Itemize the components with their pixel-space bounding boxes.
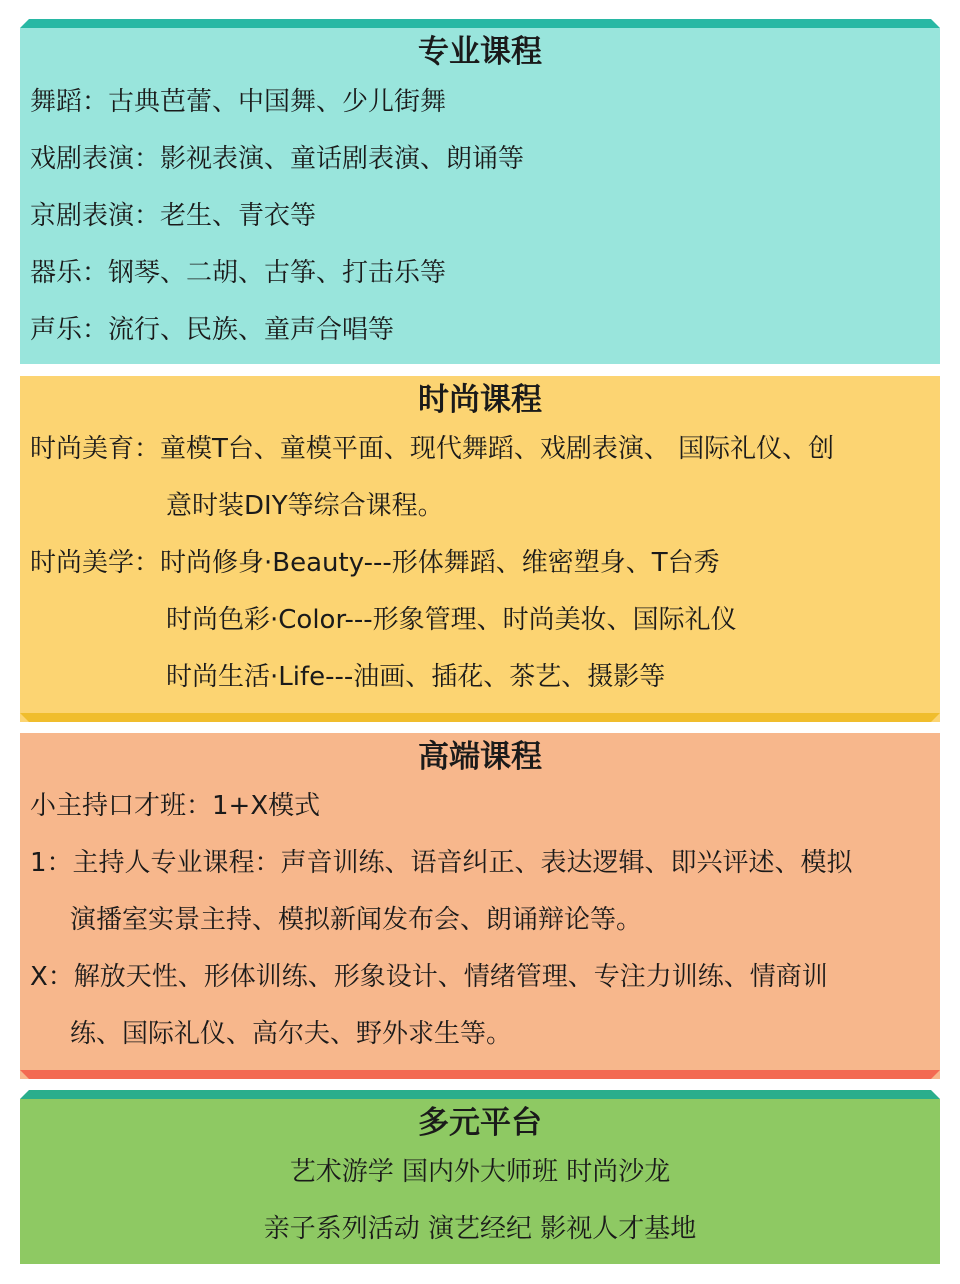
host-course-line: 1：主持人专业课程：声音训练、语音纠正、表达逻辑、即兴评述、模拟 (30, 848, 853, 878)
fashion-education-line: 时尚美育：童模T台、童模平面、现代舞蹈、戏剧表演、 国际礼仪、创 (30, 434, 835, 464)
panel-bottom-edge (20, 1070, 940, 1079)
fashion-life-line: 时尚生活·Life---油画、插花、茶艺、摄影等 (166, 662, 666, 692)
premium-courses-panel (20, 733, 940, 1079)
professional-courses-panel (20, 28, 940, 364)
course-line-instruments: 器乐：钢琴、二胡、古筝、打击乐等 (30, 258, 447, 288)
panel-top-edge (20, 19, 940, 28)
professional-courses-title: 专业课程 (418, 34, 542, 70)
x-course-line-cont: 练、国际礼仪、高尔夫、野外求生等。 (70, 1019, 513, 1049)
panel-top-edge (20, 1090, 940, 1099)
panel-bottom-edge (20, 713, 940, 722)
course-line-drama: 戏剧表演：影视表演、童话剧表演、朗诵等 (30, 144, 525, 174)
fashion-courses-title: 时尚课程 (418, 382, 542, 418)
host-class-line: 小主持口才班：1+X模式 (30, 791, 321, 821)
fashion-education-line-cont: 意时装DIY等综合课程。 (166, 491, 444, 521)
course-line-dance: 舞蹈：古典芭蕾、中国舞、少儿街舞 (30, 87, 447, 117)
x-course-line: X：解放天性、形体训练、形象设计、情绪管理、专注力训练、情商训 (30, 962, 828, 992)
fashion-courses-panel (20, 376, 940, 722)
platform-line-1: 艺术游学 国内外大师班 时尚沙龙 (289, 1157, 671, 1187)
fashion-color-line: 时尚色彩·Color---形象管理、时尚美妆、国际礼仪 (166, 605, 737, 635)
premium-courses-title: 高端课程 (418, 739, 542, 775)
platform-title: 多元平台 (418, 1105, 542, 1141)
platform-panel (20, 1099, 940, 1264)
host-course-line-cont: 演播室实景主持、模拟新闻发布会、朗诵辩论等。 (70, 905, 643, 935)
course-line-peking-opera: 京剧表演：老生、青衣等 (30, 201, 317, 231)
course-line-vocal: 声乐：流行、民族、童声合唱等 (30, 315, 395, 345)
platform-line-2: 亲子系列活动 演艺经纪 影视人才基地 (263, 1214, 697, 1244)
fashion-aesthetics-line: 时尚美学：时尚修身·Beauty---形体舞蹈、维密塑身、T台秀 (30, 548, 720, 578)
